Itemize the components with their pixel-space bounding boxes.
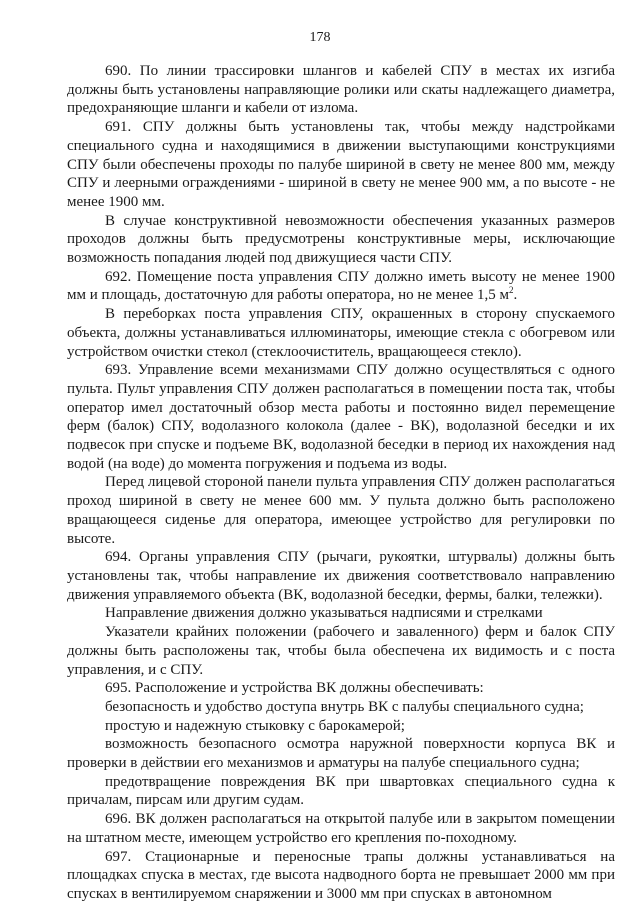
paragraph-694-directions: Направление движения должно указываться надписями и стрелками [105, 605, 543, 622]
paragraph-690: 690. По линии трассировки шлангов и кабелей СПУ в местах их изгиба должны быть установлены направляющие ролики или скаты надлежащего диаметра, предохраняющие шланги и кабели от излома. [67, 63, 615, 117]
paragraph-694-indicators: Указатели крайних положении (рабочего и заваленного) ферм и балок СПУ должны быть расположены так, чтобы была обеспечена их видимость и с поста управления, и с СПУ. [67, 624, 615, 678]
paragraph-692-text: 692. Помещение поста управления СПУ должно иметь высоту не менее 1900 мм и площадь, достаточную для работы оператора, но не менее 1,5 м [67, 268, 615, 304]
paragraph-696: 696. ВК должен располагаться на открытой палубе или в закрытом помещении на штатном месте, имеющем устройство его крепления по-походному. [67, 811, 615, 846]
paragraph-697: 697. Стационарные и переносные трапы должны устанавливаться на площадках спуска в местах, где высота надводного борта не превышает 2000 мм при спусках в вентилируемом снаряжении и 3000 мм при спусках в автономном [67, 848, 615, 902]
paragraph-692-superscript: 2 [509, 285, 514, 296]
paragraph-694: 694. Органы управления СПУ (рычаги, рукоятки, штурвалы) должны быть установлены так, чтобы направление их движения соответствовало направлению движения управляемого объекта (ВК, водолазной беседки, фермы, балки, тележки). [67, 549, 615, 603]
paragraph-695: 695. Расположение и устройства ВК должны обеспечивать: [105, 680, 484, 697]
paragraph-695-item-1: безопасность и удобство доступа внутрь ВК с палубы специального судна; [105, 698, 584, 715]
paragraph-692-continuation: В переборках поста управления СПУ, окрашенных в сторону спускаемого объекта, должны устанавливаться иллюминаторы, имеющие стекла с обогревом или устройством очистки стекол (стеклоочиститель, вращающееся стекло). [67, 306, 615, 360]
paragraph-691: 691. СПУ должны быть установлены так, чтобы между надстройками специального судна и находящимися в движении выступающими конструкциями СПУ были обеспечены проходы по палубе шириной в свету не менее 800 мм, между СПУ и леерными ограждениями - шириной в свету не менее 900 мм, а по высоте - не менее 1900 мм. [67, 119, 615, 210]
document-body [67, 62, 615, 904]
paragraph-692 [67, 268, 615, 305]
paragraph-695-item-4: предотвращение повреждения ВК при швартовках специального судна к причалам, пирсам или другим судам. [67, 773, 615, 809]
paragraph-691-continuation: В случае конструктивной невозможности обеспечения указанных размеров проходов должны быть предусмотрены конструктивные меры, исключающие возможность попадания людей под движущиеся части СПУ. [67, 212, 615, 267]
paragraph-692-end: . [513, 287, 518, 304]
paragraph-695-item-2: простую и надежную стыковку с барокамерой; [105, 717, 405, 734]
paragraph-695-item-3: возможность безопасного осмотра наружной поверхности корпуса ВК и проверки в действии его механизмов и арматуры на палубе специального судна; [67, 736, 615, 772]
paragraph-693-continuation: Перед лицевой стороной панели пульта управления СПУ должен располагаться проход шириной в свету не менее 600 мм. У пульта должно быть расположено вращающееся сиденье для оператора, имеющее устройство для регулировки по высоте. [67, 474, 615, 547]
page-number: 178 [309, 30, 331, 45]
paragraph-693: 693. Управление всеми механизмами СПУ должно осуществляться с одного пульта. Пульт управления СПУ должен располагаться в помещении поста так, чтобы оператор имел достаточный обзор места работы и постоянно видел перемещение ферм (балок) СПУ, водолазного колокола (далее - ВК), водолазной беседки и их подвесок при спуске и подъеме ВК, водолазной беседки в период их нахождения над водой (на воде) до момента погружения и подъема из воды. [67, 362, 615, 472]
